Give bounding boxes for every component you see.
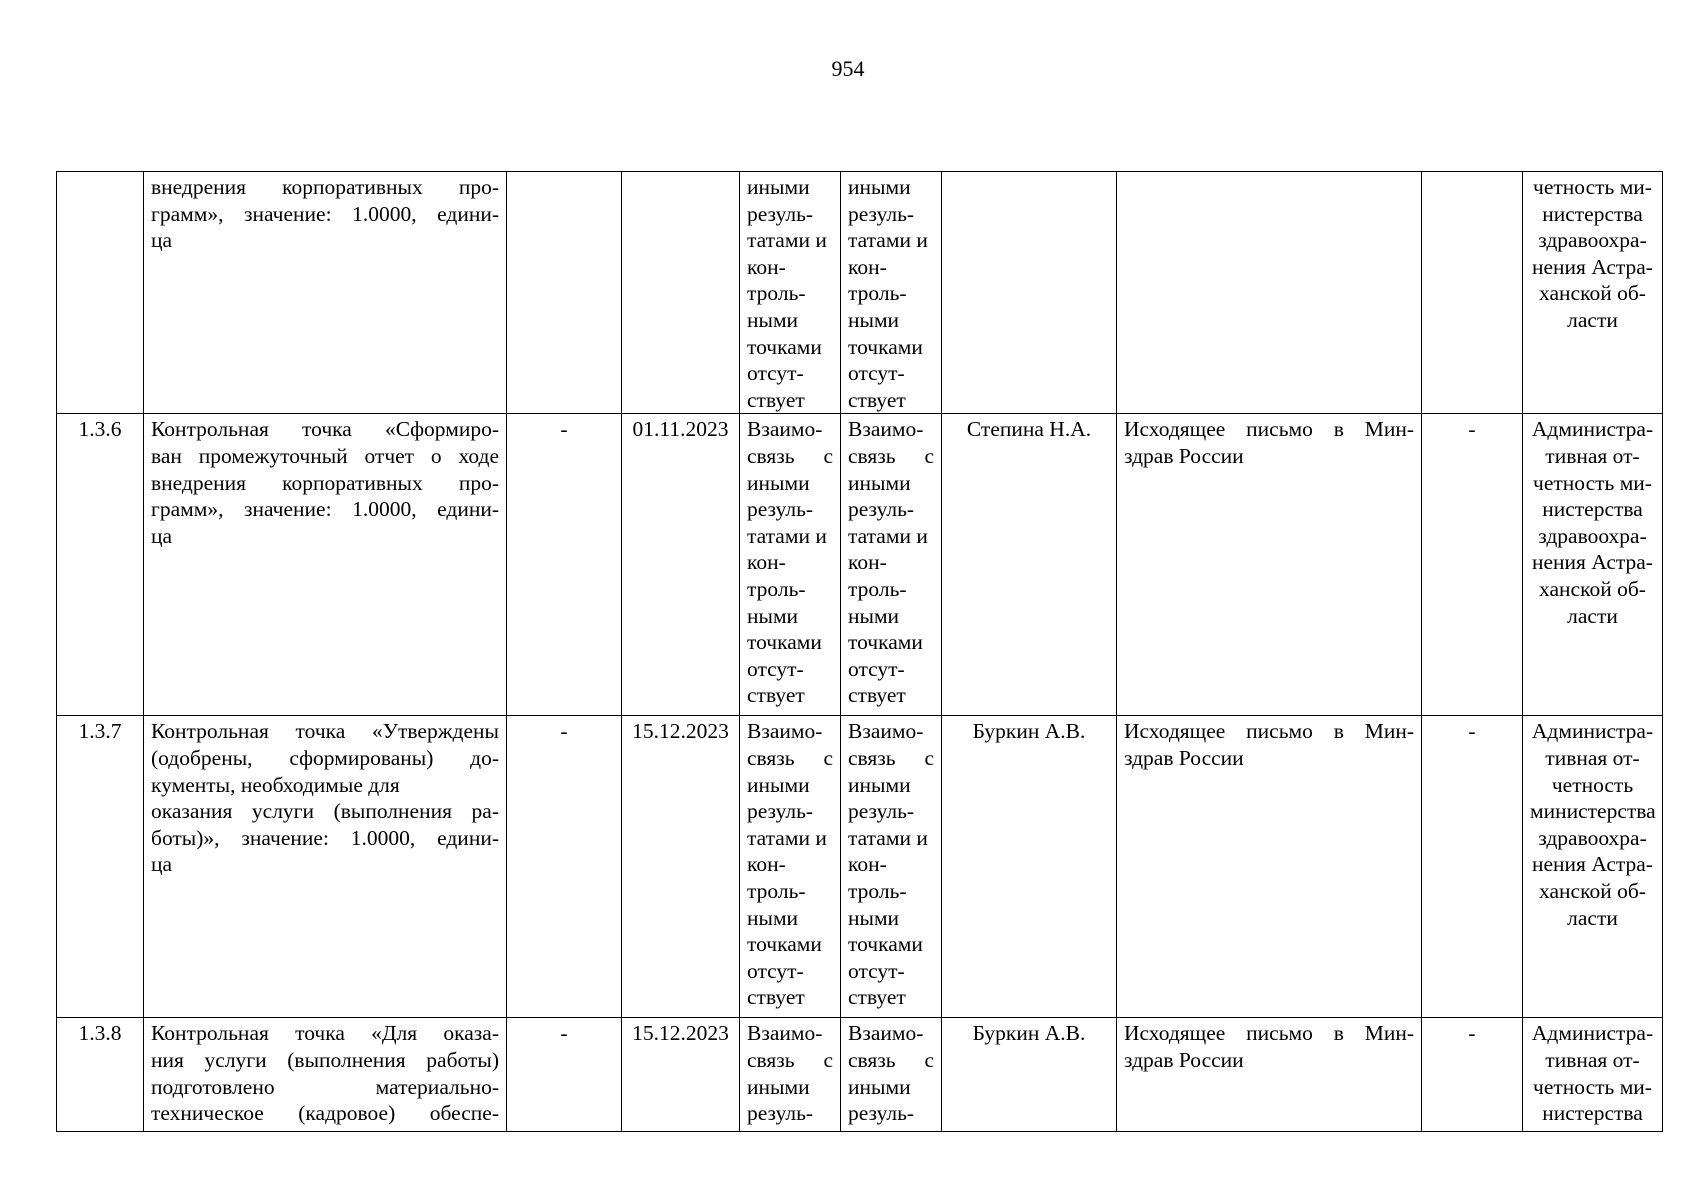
row-dash [1422, 172, 1523, 414]
table-row [57, 716, 1663, 1018]
row-col3 [507, 172, 622, 414]
control-points-table [56, 171, 1663, 1132]
row-number: 1.3.6 [57, 414, 144, 716]
page-number: 954 [831, 56, 865, 81]
row-responsible [942, 172, 1117, 414]
row-date [622, 172, 740, 414]
row-description: внедрения корпоративных про- грамм», значение: 1.0000, едини- ца [144, 172, 507, 414]
row-link-1: иными резуль- татами и кон- троль- ными точками отсут- ствует [740, 172, 841, 414]
row-dash: - [1422, 414, 1523, 716]
row-col3: - [507, 716, 622, 1018]
row-number: 1.3.7 [57, 716, 144, 1018]
row-document: Исходящее письмо в Мин- здрав России [1117, 716, 1422, 1018]
row-link-1: Взаимо- связь с иными резуль- татами и кон- троль- ными точками отсут- ствует [740, 716, 841, 1018]
row-description: Контрольная точка «Для оказа- ния услуги (выполнения работы) подготовлено материально- техническое (кадровое) обеспе- [144, 1018, 507, 1132]
row-source: четность ми- нистерства здравоохра- нения Астра- ханской об- ласти [1523, 172, 1663, 414]
table-row [57, 172, 1663, 414]
row-responsible: Степина Н.А. [942, 414, 1117, 716]
row-source: Администра- тивная от- четность министерства здравоохра- нения Астра- ханской об- ласти [1523, 716, 1663, 1018]
table-row [57, 414, 1663, 716]
table-row [57, 1018, 1663, 1132]
row-date: 15.12.2023 [622, 716, 740, 1018]
row-source: Администра- тивная от- четность ми- нистерства здравоохра- нения Астра- ханской об- ласти [1523, 414, 1663, 716]
row-link-2: иными резуль- татами и кон- троль- ными точками отсут- ствует [841, 172, 942, 414]
row-link-1: Взаимо- связь с иными резуль- татами и кон- троль- ными точками отсут- ствует [740, 414, 841, 716]
row-link-2: Взаимо- связь с иными резуль- татами и кон- троль- ными точками отсут- ствует [841, 414, 942, 716]
row-link-1: Взаимо- связь с иными резуль- [740, 1018, 841, 1132]
row-dash: - [1422, 1018, 1523, 1132]
row-number [57, 172, 144, 414]
row-date: 15.12.2023 [622, 1018, 740, 1132]
row-link-2: Взаимо- связь с иными резуль- татами и кон- троль- ными точками отсут- ствует [841, 716, 942, 1018]
row-description: Контрольная точка «Утверждены (одобрены, сформированы) до- кументы, необходимые для оказания услуги (выполнения ра- боты)», значение: 1.0000, едини- ца [144, 716, 507, 1018]
row-document: Исходящее письмо в Мин- здрав России [1117, 414, 1422, 716]
row-number: 1.3.8 [57, 1018, 144, 1132]
row-dash: - [1422, 716, 1523, 1018]
row-col3: - [507, 414, 622, 716]
row-responsible: Буркин А.В. [942, 1018, 1117, 1132]
row-document: Исходящее письмо в Мин- здрав России [1117, 1018, 1422, 1132]
row-document [1117, 172, 1422, 414]
row-date: 01.11.2023 [622, 414, 740, 716]
row-source: Администра- тивная от- четность ми- нистерства [1523, 1018, 1663, 1132]
row-col3: - [507, 1018, 622, 1132]
row-link-2: Взаимо- связь с иными резуль- [841, 1018, 942, 1132]
row-responsible: Буркин А.В. [942, 716, 1117, 1018]
row-description: Контрольная точка «Сформиро- ван промежуточный отчет о ходе внедрения корпоративных про- грамм», значение: 1.0000, едини- ца [144, 414, 507, 716]
